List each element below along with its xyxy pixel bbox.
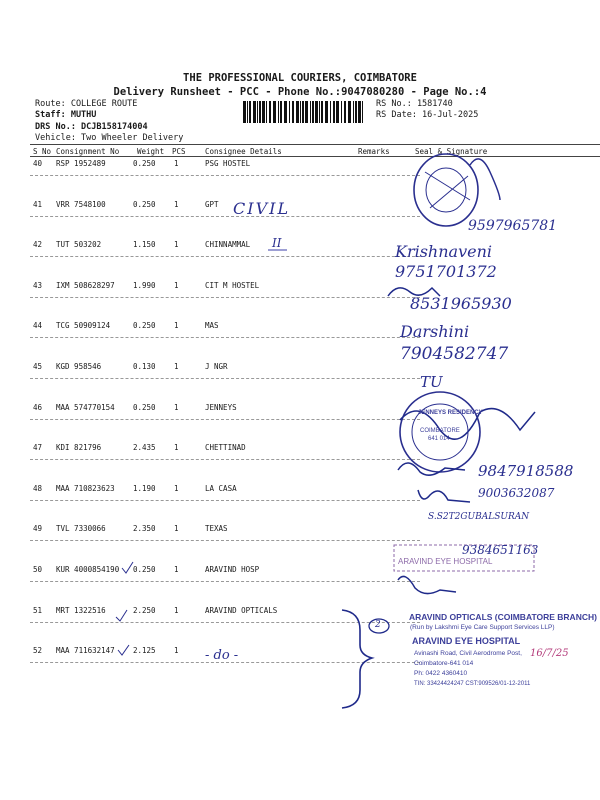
cell-consignment: KGD 958546: [56, 362, 102, 371]
cell-pcs: 1: [174, 321, 179, 330]
col-seal: Seal & Signature: [415, 147, 488, 156]
cell-pcs: 1: [174, 606, 179, 615]
cell-pcs: 1: [174, 362, 179, 371]
cell-consignment: RSP 1952489: [56, 159, 106, 168]
signature-48: [418, 490, 470, 502]
cell-sno: 50: [33, 565, 43, 574]
hw-s-48: S.S2T2GUBALSURAN: [428, 512, 530, 522]
hw-ditto: - do -: [205, 648, 239, 663]
cell-sno: 42: [33, 240, 43, 249]
cell-consignment: TUT 503202: [56, 240, 102, 249]
cell-consignment: KUR 4000854190: [56, 565, 120, 574]
cell-sno: 43: [33, 281, 43, 290]
cell-consignee: ARAVIND HOSP: [205, 565, 260, 574]
stamp-jenneys-top: JENNEYS RESIDENCY: [418, 410, 483, 416]
cell-sno: 48: [33, 484, 43, 493]
cell-consignment: MAA 710823623: [56, 484, 115, 493]
cell-pcs: 1: [174, 524, 179, 533]
signature-47: [398, 463, 465, 475]
col-remarks: Remarks: [358, 147, 390, 156]
cell-weight: 0.250: [133, 200, 156, 209]
brace: [342, 610, 372, 708]
stamp-optical-line6: Ph: 0422 4360410: [414, 670, 468, 677]
stamp-optical-line7: TIN: 33424424247 CST:909526/01-12-2011: [414, 681, 531, 687]
cell-weight: 0.250: [133, 321, 156, 330]
col-pcs: PCS: [172, 147, 186, 156]
cell-consignment: IXM 508628297: [56, 281, 115, 290]
cell-pcs: 1: [174, 484, 179, 493]
cell-consignee: J NGR: [205, 362, 228, 371]
cell-consignee: CHINNAMMAL: [205, 240, 251, 249]
cell-sno: 51: [33, 606, 43, 615]
cell-weight: 2.435: [133, 443, 156, 452]
cell-weight: 0.250: [133, 565, 156, 574]
cell-pcs: 1: [174, 565, 179, 574]
stamp-optical-date: 16/7/25: [530, 648, 569, 659]
cell-pcs: 1: [174, 159, 179, 168]
signature-51: [398, 576, 456, 593]
cell-consignment: TVL 7330066: [56, 524, 106, 533]
rs-number: RS No.: 1581740: [376, 99, 453, 109]
check-51: [116, 610, 127, 621]
stamp-jenneys-city: COIMBATORE: [420, 428, 460, 434]
cell-pcs: 1: [174, 240, 179, 249]
psg-signature: [470, 159, 500, 200]
cell-pcs: 1: [174, 200, 179, 209]
hw-phone-42: 9751701372: [395, 262, 497, 281]
stamp-optical-line2: (Run by Lakshmi Eye Care Support Services LLP): [410, 624, 555, 631]
stamp-optical-line5: Coimbatore-641 014: [414, 660, 474, 667]
cell-pcs: 1: [174, 281, 179, 290]
cell-consignee: CIT M HOSTEL: [205, 281, 260, 290]
hw-name-42: Krishnaveni: [395, 242, 493, 261]
cell-weight: 2.250: [133, 606, 156, 615]
hw-phone-48: 9003632087: [478, 486, 555, 500]
cell-pcs: 1: [174, 403, 179, 412]
hw-civil: CIVIL: [233, 199, 291, 218]
hw-circled-2: 2: [375, 620, 381, 630]
cell-consignee: PSG HOSTEL: [205, 159, 251, 168]
hw-phone-41: 9597965781: [468, 218, 558, 234]
col-consignee: Consignee Details: [205, 147, 282, 156]
cell-sno: 44: [33, 321, 43, 330]
cell-sno: 49: [33, 524, 43, 533]
rs-date: RS Date: 16-Jul-2025: [376, 110, 479, 120]
cell-weight: 0.250: [133, 159, 156, 168]
cell-consignee: TEXAS: [205, 524, 228, 533]
cell-consignee: GPT: [205, 200, 219, 209]
stamp-jenneys-code: 641 014: [428, 436, 450, 442]
stamp-optical-line4: Avinashi Road, Civil Aerodrome Post,: [414, 650, 522, 657]
cell-sno: 46: [33, 403, 43, 412]
psg-stamp: [414, 154, 478, 226]
hw-tu: TU: [420, 373, 443, 391]
cell-sno: 40: [33, 159, 43, 168]
stamp-hospital: ARAVIND EYE HOSPITAL: [398, 557, 493, 566]
cell-consignee: CHETTINAD: [205, 443, 246, 452]
col-sno: S No: [33, 147, 52, 156]
cell-weight: 0.130: [133, 362, 156, 371]
cell-pcs: 1: [174, 443, 179, 452]
cell-consignment: VRR 7548100: [56, 200, 106, 209]
cell-weight: 1.190: [133, 484, 156, 493]
hw-phone-43: 8531965930: [410, 294, 512, 313]
company-title: THE PROFESSIONAL COURIERS, COIMBATORE: [183, 72, 417, 84]
cell-weight: 2.125: [133, 646, 156, 655]
cell-consignment: KDI 821796: [56, 443, 102, 452]
cell-consignment: TCG 50909124: [56, 321, 111, 330]
cell-weight: 0.250: [133, 403, 156, 412]
hw-phone-44: 7904582747: [400, 344, 509, 364]
stamp-optical-line1: ARAVIND OPTICALS (COIMBATORE BRANCH): [409, 612, 597, 622]
cell-consignee: LA CASA: [205, 484, 237, 493]
cell-consignee: ARAVIND OPTICALS: [205, 606, 278, 615]
check-50: [122, 562, 133, 573]
drs-number: DRS No.: DCJB158174004: [35, 122, 148, 132]
stamp-optical-line3: ARAVIND EYE HOSPITAL: [412, 636, 521, 646]
cell-weight: 1.150: [133, 240, 156, 249]
hw-ii: II: [272, 236, 282, 250]
runsheet-subtitle: Delivery Runsheet - PCC - Phone No.:9047080280 - Page No.:4: [113, 86, 487, 98]
cell-consignee: JENNEYS: [205, 403, 237, 412]
cell-weight: 1.990: [133, 281, 156, 290]
cell-consignment: MAA 711632147: [56, 646, 115, 655]
cell-sno: 52: [33, 646, 43, 655]
cell-sno: 47: [33, 443, 43, 452]
cell-consignment: MAA 574770154: [56, 403, 115, 412]
hw-name-44: Darshini: [400, 322, 470, 341]
cell-pcs: 1: [174, 646, 179, 655]
vehicle-label: Vehicle: Two Wheeler Delivery: [35, 133, 184, 143]
hw-phone-47: 9847918588: [478, 462, 574, 480]
col-weight: Weight: [137, 147, 165, 156]
cell-consignment: MRT 1322516: [56, 606, 106, 615]
staff-label: Staff: MUTHU: [35, 110, 97, 120]
cell-sno: 45: [33, 362, 43, 371]
route-label: Route: COLLEGE ROUTE: [35, 99, 138, 109]
cell-weight: 2.350: [133, 524, 156, 533]
check-52: [118, 645, 129, 655]
cell-sno: 41: [33, 200, 43, 209]
cell-consignee: MAS: [205, 321, 219, 330]
col-consignment: Consignment No: [56, 147, 120, 156]
hw-phone-50: 9384651163: [462, 543, 539, 557]
